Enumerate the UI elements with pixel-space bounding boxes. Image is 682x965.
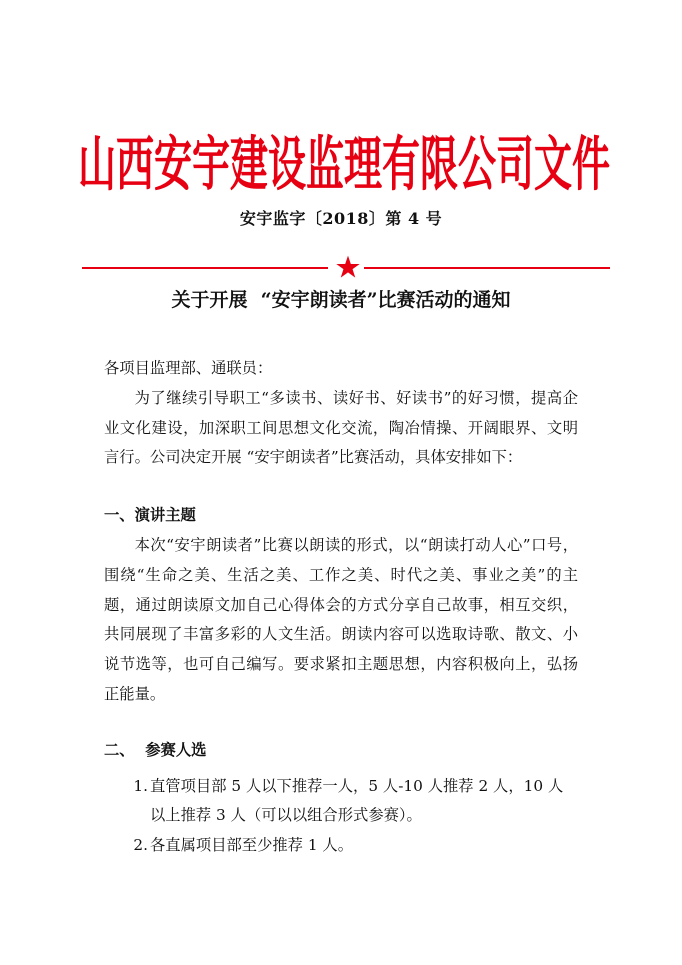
intro-paragraph: 为了继续引导职工“多读书、读好书、好读书”的好习惯，提高企业文化建设，加深职工间思想文化交流，陶冶情操、开阔眼界、文明言行。公司决定开展 “安宇朗读者”比赛活动，具体安排如下： — [104, 388, 578, 467]
notice-title: 关于开展 “安宇朗读者”比赛活动的通知 — [171, 289, 511, 311]
org-header-title: 山西安宇建设监理有限公司文件 — [78, 129, 611, 198]
participants-list — [104, 772, 578, 861]
list-item-text: 直管项目部 5 人以下推荐一人，5 人-10 人推荐 2 人，10 人以上推荐 3 人（可以以组合形式参赛）。 — [150, 776, 564, 825]
salutation: 各项目监理部、通联员： — [104, 359, 273, 377]
document-body — [104, 354, 578, 861]
section-heading-theme: 一、演讲主题 — [104, 506, 196, 525]
red-star-icon — [335, 254, 361, 280]
section-heading-participants: 二、 参赛人选 — [104, 740, 207, 759]
list-item — [104, 772, 578, 832]
red-divider-left — [82, 267, 328, 269]
list-item — [104, 831, 578, 861]
list-item-number: 2. — [133, 836, 148, 855]
section-theme-body: 本次“安宇朗读者”比赛以朗读的形式，以“朗读打动人心”口号，围绕“生命之美、生活之美、工作之美、时代之美、事业之美”的主题，通过朗读原文加自己心得体会的方式分享自己故事，相互交织，共同展现了丰富多彩的人文生活。朗读内容可以选取诗歌、散文、小说节选等，也可自己编写。要求紧扣主题思想，内容积极向上，弘扬正能量。 — [104, 535, 578, 703]
red-divider-right — [364, 267, 610, 269]
list-item-number: 1. — [133, 776, 148, 795]
list-item-text: 各直属项目部至少推荐 1 人。 — [150, 836, 354, 855]
document-number: 安宇监字〔2018〕第 4 号 — [239, 209, 443, 228]
